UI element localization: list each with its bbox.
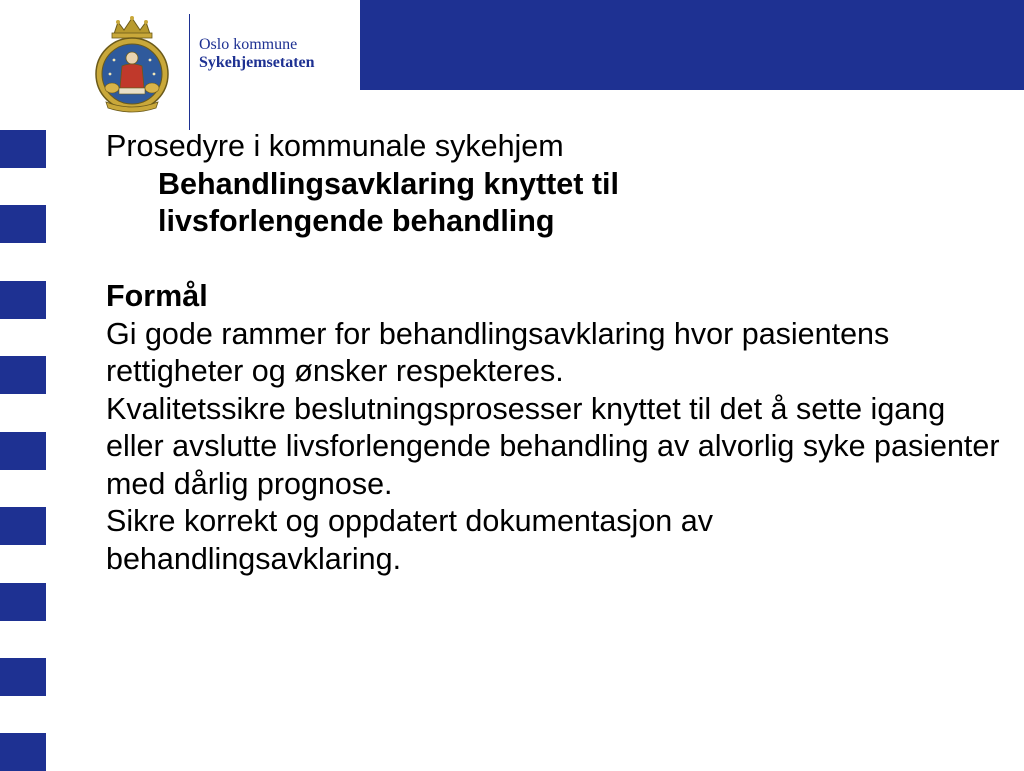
decor-square xyxy=(0,658,46,696)
header-divider xyxy=(189,14,190,130)
purpose-paragraph-2: Kvalitetssikre beslutningsprosesser knyttet til det å sette igang eller avslutte livsforlengende behandling av alvorlig syke pasienter med dårlig prognose. xyxy=(106,391,1000,501)
decor-square xyxy=(0,507,46,545)
org-line-2: Sykehjemsetaten xyxy=(199,54,315,71)
section-heading: Formål xyxy=(106,279,208,313)
organization-name xyxy=(199,36,359,72)
decor-square xyxy=(0,432,46,470)
document-title-line-2: livsforlengende behandling xyxy=(158,204,555,238)
decor-square xyxy=(0,281,46,319)
decor-square xyxy=(0,583,46,621)
document-title-line-1: Behandlingsavklaring knyttet til xyxy=(158,166,619,201)
org-line-1: Oslo kommune xyxy=(199,36,298,53)
decor-square xyxy=(0,356,46,394)
decor-square xyxy=(0,205,46,243)
decor-square xyxy=(0,733,46,771)
decor-square xyxy=(0,130,46,168)
slide-content xyxy=(106,128,1011,578)
purpose-paragraph-1: Gi gode rammer for behandlingsavklaring hvor pasientens rettigheter og ønsker respekteres. xyxy=(106,316,890,388)
spacer xyxy=(106,241,1011,279)
document-type: Prosedyre i kommunale sykehjem xyxy=(106,129,564,163)
purpose-paragraph-3: Sikre korrekt og oppdatert dokumentasjon av behandlingsavklaring. xyxy=(106,504,713,576)
oslo-coat-of-arms-icon xyxy=(92,14,172,114)
